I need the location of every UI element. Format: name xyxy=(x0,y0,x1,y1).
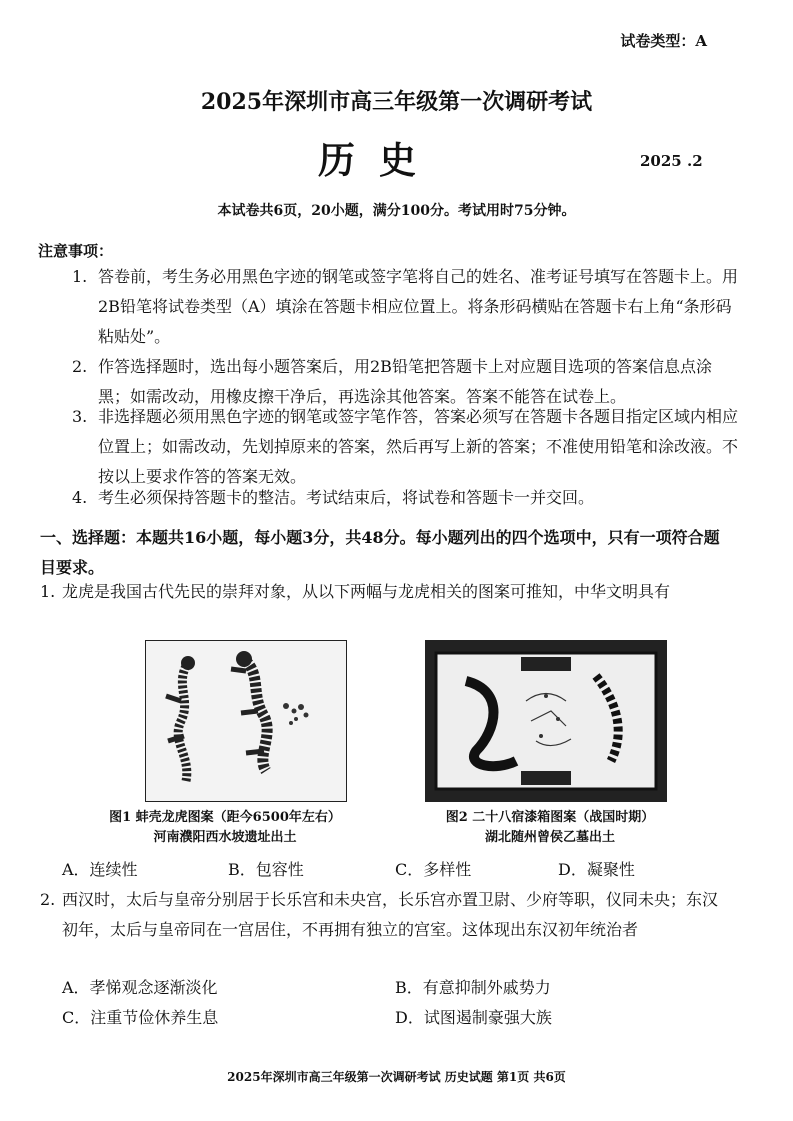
q1-option-b: B．包容性 xyxy=(228,860,304,879)
figure-2-caption xyxy=(390,808,710,848)
figure-1-caption xyxy=(60,808,390,848)
note-number: 1. xyxy=(72,267,88,286)
note-text: 非选择题必须用黑色字迹的钢笔或签字笔作答，答案必须写在答题卡各题目指定区域内相应位置上；如需改动，先划掉原来的答案，然后再写上新的答案；不准使用铅笔和涂改液。不按以上要求作答的答案无效。 xyxy=(98,407,739,486)
note-text: 作答选择题时，选出每小题答案后，用2B铅笔把答题卡上对应题目选项的答案信息点涂黑；如需改动，用橡皮擦干净后，再选涂其他答案。答案不能答在试卷上。 xyxy=(98,357,712,406)
lacquer-box-illustration xyxy=(426,641,666,801)
question-number: 2. xyxy=(40,890,56,909)
q1-option-d: D．凝聚性 xyxy=(558,860,635,879)
note-text: 考生必须保持答题卡的整洁。考试结束后，将试卷和答题卡一并交回。 xyxy=(98,488,595,507)
figure-1-image xyxy=(145,640,347,802)
note-item-4 xyxy=(72,483,742,513)
question-text: 西汉时，太后与皇帝分别居于长乐宫和未央宫，长乐宫亦置卫尉、少府等职，仪同未央；东汉初年，太后与皇帝同在一宫居住，不再拥有独立的宫室。这体现出东汉初年统治者 xyxy=(62,890,719,939)
shell-dragon-tiger-illustration xyxy=(146,641,346,801)
q1-option-c: C．多样性 xyxy=(395,860,472,879)
question-1 xyxy=(40,577,730,607)
figure-1-caption-source: 河南濮阳西水坡遗址出土 xyxy=(153,830,297,845)
subject-title: 历史 xyxy=(318,138,440,182)
figure-2-image xyxy=(425,640,667,802)
note-item-1 xyxy=(72,262,742,352)
figure-2-caption-source: 湖北随州曾侯乙墓出土 xyxy=(484,830,615,845)
exam-summary: 本试卷共6页，20小题，满分100分。考试用时75分钟。 xyxy=(217,203,576,219)
note-number: 4. xyxy=(72,488,88,507)
q2-option-a: A．孝悌观念逐渐淡化 xyxy=(62,978,218,997)
question-2 xyxy=(40,885,730,945)
exam-title: 2025年深圳市高三年级第一次调研考试 xyxy=(200,89,593,115)
question-text: 龙虎是我国古代先民的崇拜对象，从以下两幅与龙虎相关的图案可推知，中华文明具有 xyxy=(62,582,671,601)
q2-option-d: D．试图遏制豪强大族 xyxy=(395,1008,552,1027)
note-text: 答卷前，考生务必用黑色字迹的钢笔或签字笔将自己的姓名、准考证号填写在答题卡上。用2B铅笔将试卷类型（A）填涂在答题卡相应位置上。将条形码横贴在答题卡右上角“条形码粘贴处”。 xyxy=(98,267,739,346)
note-item-3 xyxy=(72,402,742,492)
section-heading: 一、选择题：本题共16小题，每小题3分，共48分。每小题列出的四个选项中，只有一项符合题目要求。 xyxy=(40,528,720,577)
q2-option-b: B．有意抑制外戚势力 xyxy=(395,978,551,997)
exam-date: 2025 .2 xyxy=(640,152,703,170)
note-number: 3. xyxy=(72,407,88,426)
paper-type-label: 试卷类型：A xyxy=(620,32,707,50)
q1-option-a: A．连续性 xyxy=(62,860,138,879)
figure-2-caption-title: 图2 二十八宿漆箱图案（战国时期） xyxy=(445,810,655,825)
q2-option-c: C．注重节俭休养生息 xyxy=(62,1008,219,1027)
notes-title: 注意事项： xyxy=(38,242,114,260)
note-number: 2. xyxy=(72,357,88,376)
figure-1-caption-title: 图1 蚌壳龙虎图案（距今6500年左右） xyxy=(109,810,341,825)
page-footer: 2025年深圳市高三年级第一次调研考试 历史试题 第1页 共6页 xyxy=(227,1070,566,1084)
question-number: 1. xyxy=(40,582,56,601)
